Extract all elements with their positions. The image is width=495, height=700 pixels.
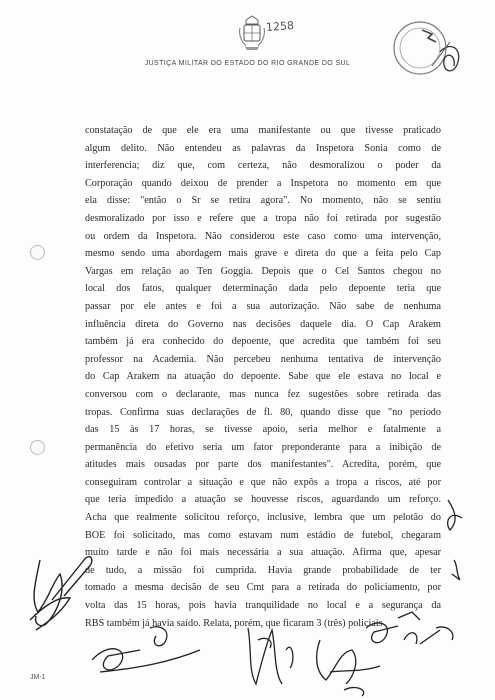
coat-of-arms-icon	[236, 14, 268, 52]
text-line: passar por ele antes e foi a sua autorização. Não sabe de nenhuma	[85, 300, 441, 312]
margin-signature-left	[30, 557, 92, 630]
punch-hole-bottom	[30, 440, 45, 455]
text-line: do Cap Arakem na atuação do depoente. Sabe que ele estava no local e	[85, 371, 441, 383]
text-line: volta das 15 horas, pois havia tranquilidade no local e a segurança da	[85, 600, 441, 612]
text-line: muito tarde e não foi mais necessária a sua atuação. Afirma que, apesar	[85, 547, 441, 559]
text-line: ou ordem da Inspetora. Não considerou este caso como uma intervenção,	[85, 230, 441, 242]
text-line: interferencia; diz que, com certeza, não desmoralizou o poder da	[85, 160, 441, 172]
text-line: influência direta do Governo nas decisões daquele dia. O Cap Arakem	[85, 318, 441, 330]
text-line: desmoralizado por isso e refere que a tropa não foi retirada por sugestão	[85, 212, 441, 224]
text-line: conversou com o declarante, mas nunca fez sugestões sobre retirada das	[85, 388, 441, 400]
text-line: BOE foi solicitado, mas como estavam num estádio de futebol, chegaram	[85, 529, 441, 541]
text-line: ela disse: "então o Sr se retira agora". No momento, não se sentiu	[85, 195, 441, 207]
text-line: Acha que realmente solicitou reforço, inclusive, lembra que um pelotão do	[85, 512, 441, 524]
text-line: atitudes mais ousadas por parte dos manifestantes". Acredita, porém, que	[85, 459, 441, 471]
punch-hole-top	[30, 245, 45, 260]
text-line: de tudo, a missão foi cumprida. Havia grande probabilidade de ter	[85, 564, 441, 576]
text-line: professor na Academia. Não percebeu nenhuma tentativa de intervenção	[85, 353, 441, 365]
text-line: Vargas em relação ao Ten Goggia. Depois que o Cel Santos chegou no	[85, 265, 441, 277]
deposition-text	[85, 122, 441, 632]
text-line: também já era conhecido do depoente, que acredita que também foi seu	[85, 336, 441, 348]
text-line: algum delito. Não entendeu as palavras da Inspetora Sonia como de	[85, 142, 441, 154]
text-line: que teria impedido a atuação se houvesse riscos, aguardando um reforço.	[85, 494, 441, 506]
text-line: conseguiram controlar a situação e que não expôs a tropa a riscos, até por	[85, 476, 441, 488]
margin-mark-right	[448, 500, 462, 580]
text-line: mesmo sendo uma abordagem mais grave e direta do que a feita pelo Cap	[85, 248, 441, 260]
text-line: tomado a mesma decisão de seu Cmt para a retirada do policiamento, por	[85, 582, 441, 594]
footer-code: JM-1	[30, 674, 46, 681]
text-line: tropas. Confirma suas declarações de fl. 80, quando disse que "no período	[85, 406, 441, 418]
page-number-stamp: 1258	[265, 19, 295, 34]
round-stamp	[392, 12, 470, 84]
text-line: constatação de que ele era uma manifestante ou que tivesse praticado	[85, 125, 441, 136]
text-line: Corporação quando deixou de prender a Inspetora no momento em que	[85, 177, 441, 189]
text-line: permanência do efetivo seria um fator preponderante para a inibição de	[85, 441, 441, 453]
court-header: JUSTIÇA MILITAR DO ESTADO DO RIO GRANDE DO SUL	[144, 60, 351, 67]
text-line: das 15 às 17 horas, se tivesse apoio, seria melhor e fatalmente a	[85, 424, 441, 436]
text-line: local dos fatos, qualquer determinação dada pelo depoente teria que	[85, 283, 441, 295]
text-line: RBS também já havia saído. Relata, porém, que ficaram 3 (três) policiais	[85, 617, 383, 629]
